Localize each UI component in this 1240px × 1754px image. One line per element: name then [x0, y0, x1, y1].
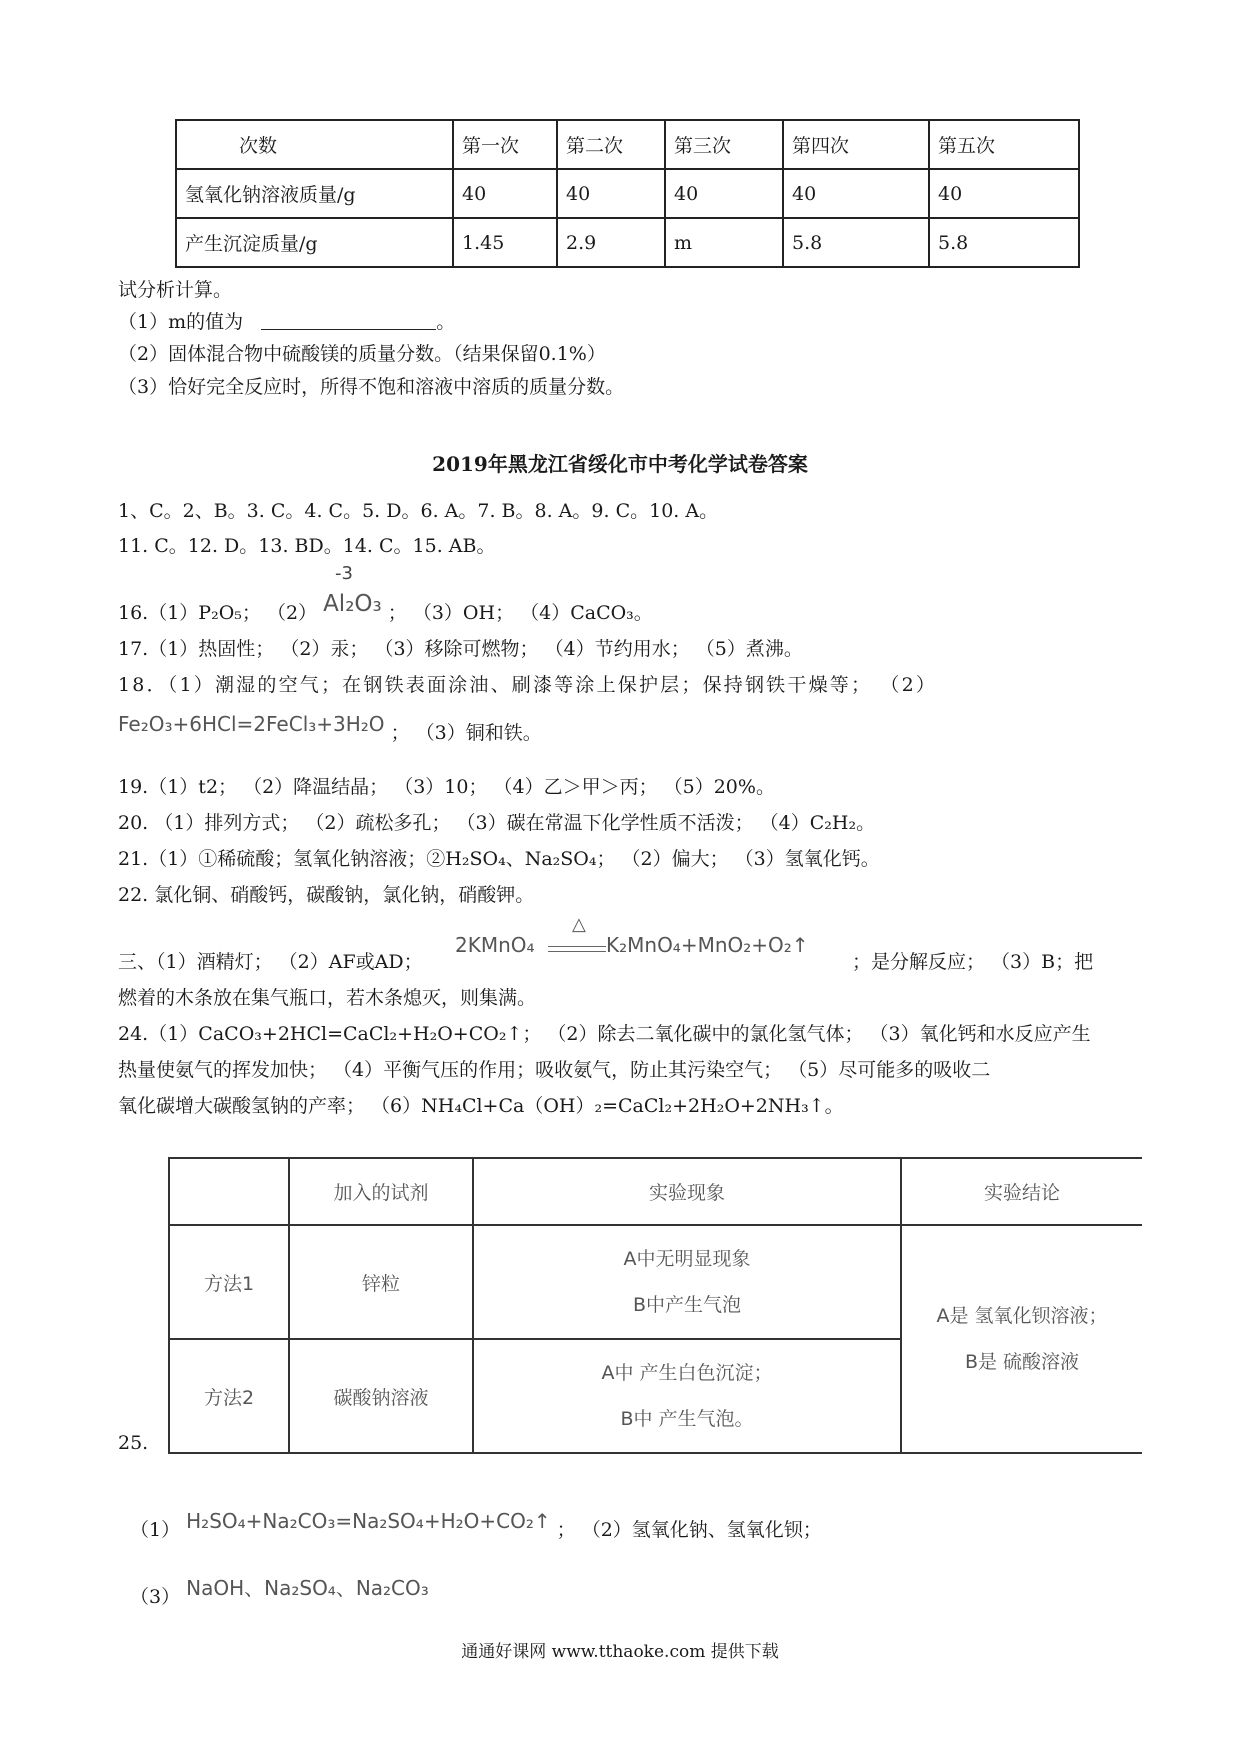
table-cell: 40 [557, 169, 665, 218]
answer-line-22: 22. 氯化铜、硝酸钙，碳酸钠，氯化钠，硝酸钾。 [118, 884, 535, 906]
answer-25-1-suffix: ； （2）氢氧化钠、氢氧化钡； [556, 1519, 822, 1541]
answer-line-24c: 氧化碳增大碳酸氢钠的产率； （6）NH₄Cl+Ca（OH）₂=CaCl₂+2H₂O+2NH₃↑。 [118, 1095, 844, 1117]
table-header-row [176, 120, 1079, 169]
kmno4-left: 2KMnO₄ [455, 933, 535, 957]
answer-line-16 [118, 591, 653, 625]
precipitate-data-table [175, 119, 1080, 268]
answer-line-25-1 [130, 1509, 822, 1542]
answer-16-part1: 16.（1）P₂O₅； （2） [118, 602, 318, 624]
kmno4-right: K₂MnO₄+MnO₂+O₂↑ [606, 933, 809, 957]
question-2: （2）固体混合物中硫酸镁的质量分数。（结果保留0.1%） [118, 343, 606, 365]
answer-16-part2: ； （3）OH； （4）CaCO₃。 [387, 602, 653, 624]
observation-line: B中产生气泡 [632, 1294, 742, 1316]
table-cell: 产生沉淀质量/g [176, 218, 453, 267]
table-cell: 氢氧化钠溶液质量/g [176, 169, 453, 218]
table-cell: 实验结论 [901, 1158, 1142, 1225]
equation-double-line [548, 951, 606, 952]
answers-title: 2019年黑龙江省绥化市中考化学试卷答案 [432, 452, 808, 476]
table-cell: m [665, 218, 783, 267]
table-cell: 40 [453, 169, 557, 218]
method-name-cell: 方法2 [169, 1339, 289, 1453]
page-footer: 通通好课网 www.tthaoke.com 提供下载 [461, 1642, 779, 1662]
table-cell [169, 1158, 289, 1225]
question-1-suffix: 。 [436, 311, 456, 333]
question-3: （3）恰好完全反应时，所得不饱和溶液中溶质的质量分数。 [118, 376, 625, 398]
observation-line: B中 产生气泡。 [620, 1408, 754, 1430]
equation-double-line [548, 946, 606, 947]
answer-line-18: 18．（1）潮湿的空气；在钢铁表面涂油、刷漆等涂上保护层；保持钢铁干燥等； （2） [118, 674, 938, 696]
table-cell: 第三次 [665, 120, 783, 169]
table-cell: 第一次 [453, 120, 557, 169]
heat-condition-symbol: △ [572, 914, 586, 935]
table-cell: 加入的试剂 [289, 1158, 473, 1225]
table-row [169, 1225, 1142, 1339]
table-row [176, 169, 1079, 218]
answer-line-23b: 燃着的木条放在集气瓶口，若木条熄灭，则集满。 [118, 987, 537, 1009]
table-cell: 2.9 [557, 218, 665, 267]
answer-23-part2: ；是分解反应； （3）B；把 [852, 951, 1094, 973]
answer-25-label: 25. [118, 1432, 149, 1454]
observation-cell [473, 1339, 901, 1453]
answer-25-3-prefix: （3） [130, 1586, 181, 1608]
answer-line-1: 1、C。2、B。3. C。4. C。5. D。6. A。7. B。8. A。9. C。10. A。 [118, 500, 719, 522]
answer-line-24b: 热量使氨气的挥发加快； （4）平衡气压的作用；吸收氨气，防止其污染空气； （5）尽可能多的吸收二 [118, 1059, 991, 1081]
answer-line-18b [118, 712, 542, 745]
reagent-cell: 碳酸钠溶液 [289, 1339, 473, 1453]
answer-line-19: 19.（1）t2； （2）降温结晶； （3）10； （4）乙＞甲＞丙； （5）20%。 [118, 776, 775, 798]
table-cell: 实验现象 [473, 1158, 901, 1225]
table-cell: 第二次 [557, 120, 665, 169]
answer-line-25-3 [130, 1576, 429, 1609]
question-intro: 试分析计算。 [118, 279, 233, 301]
answer-line-24a: 24.（1）CaCO₃+2HCl=CaCl₂+H₂O+CO₂↑； （2）除去二氧化碳中的氯化氢气体； （3）氧化钙和水反应产生 [118, 1023, 1091, 1045]
table-cell: 1.45 [453, 218, 557, 267]
table-cell: 5.8 [783, 218, 929, 267]
solute-formulas: NaOH、Na₂SO₄、Na₂CO₃ [186, 1576, 429, 1600]
rust-removal-equation: Fe₂O₃+6HCl=2FeCl₃+3H₂O [118, 712, 385, 736]
observation-cell [473, 1225, 901, 1339]
table-cell: 40 [665, 169, 783, 218]
answer-line-20: 20. （1）排列方式； （2）疏松多孔； （3）碳在常温下化学性质不活泼； （4）C₂H₂。 [118, 812, 876, 834]
answer-line-23: 三、（1）酒精灯； （2）AF或AD； [118, 951, 423, 973]
answer-line-11: 11. C。12. D。13. BD。14. C。15. AB。 [118, 535, 496, 557]
table-cell: 次数 [176, 120, 453, 169]
table-cell: 40 [783, 169, 929, 218]
answer-25-1-prefix: （1） [130, 1519, 181, 1541]
reagent-cell: 锌粒 [289, 1225, 473, 1339]
table-cell: 第五次 [929, 120, 1079, 169]
question-1 [118, 307, 455, 334]
answer-line-21: 21.（1）①稀硫酸；氢氧化钠溶液；②H₂SO₄、Na₂SO₄； （2）偏大； （3）氢氧化钙。 [118, 848, 880, 870]
table-cell: 40 [929, 169, 1079, 218]
conclusion-cell [901, 1225, 1142, 1453]
observation-line: A中无明显现象 [623, 1248, 751, 1270]
answer-line-17: 17.（1）热固性； （2）汞； （3）移除可燃物； （4）节约用水； （5）煮沸。 [118, 638, 803, 660]
table-cell: 第四次 [783, 120, 929, 169]
experiment-table [168, 1157, 1142, 1454]
conclusion-line: B是 硫酸溶液 [964, 1351, 1080, 1373]
neutralization-equation: H₂SO₄+Na₂CO₃=Na₂SO₄+H₂O+CO₂↑ [186, 1509, 551, 1533]
question-1-text: （1）m的值为 [118, 311, 244, 333]
table-row [176, 218, 1079, 267]
table-header-row [169, 1158, 1142, 1225]
valence-mark: -3 [335, 563, 353, 584]
answer-blank [261, 309, 436, 330]
answer-18-part2: ； （3）铜和铁。 [390, 722, 542, 744]
al2o3-formula: Al₂O₃ [323, 591, 382, 617]
conclusion-line: A是 氢氧化钡溶液； [936, 1305, 1108, 1327]
method-name-cell: 方法1 [169, 1225, 289, 1339]
observation-line: A中 产生白色沉淀； [601, 1362, 773, 1384]
table-cell: 5.8 [929, 218, 1079, 267]
